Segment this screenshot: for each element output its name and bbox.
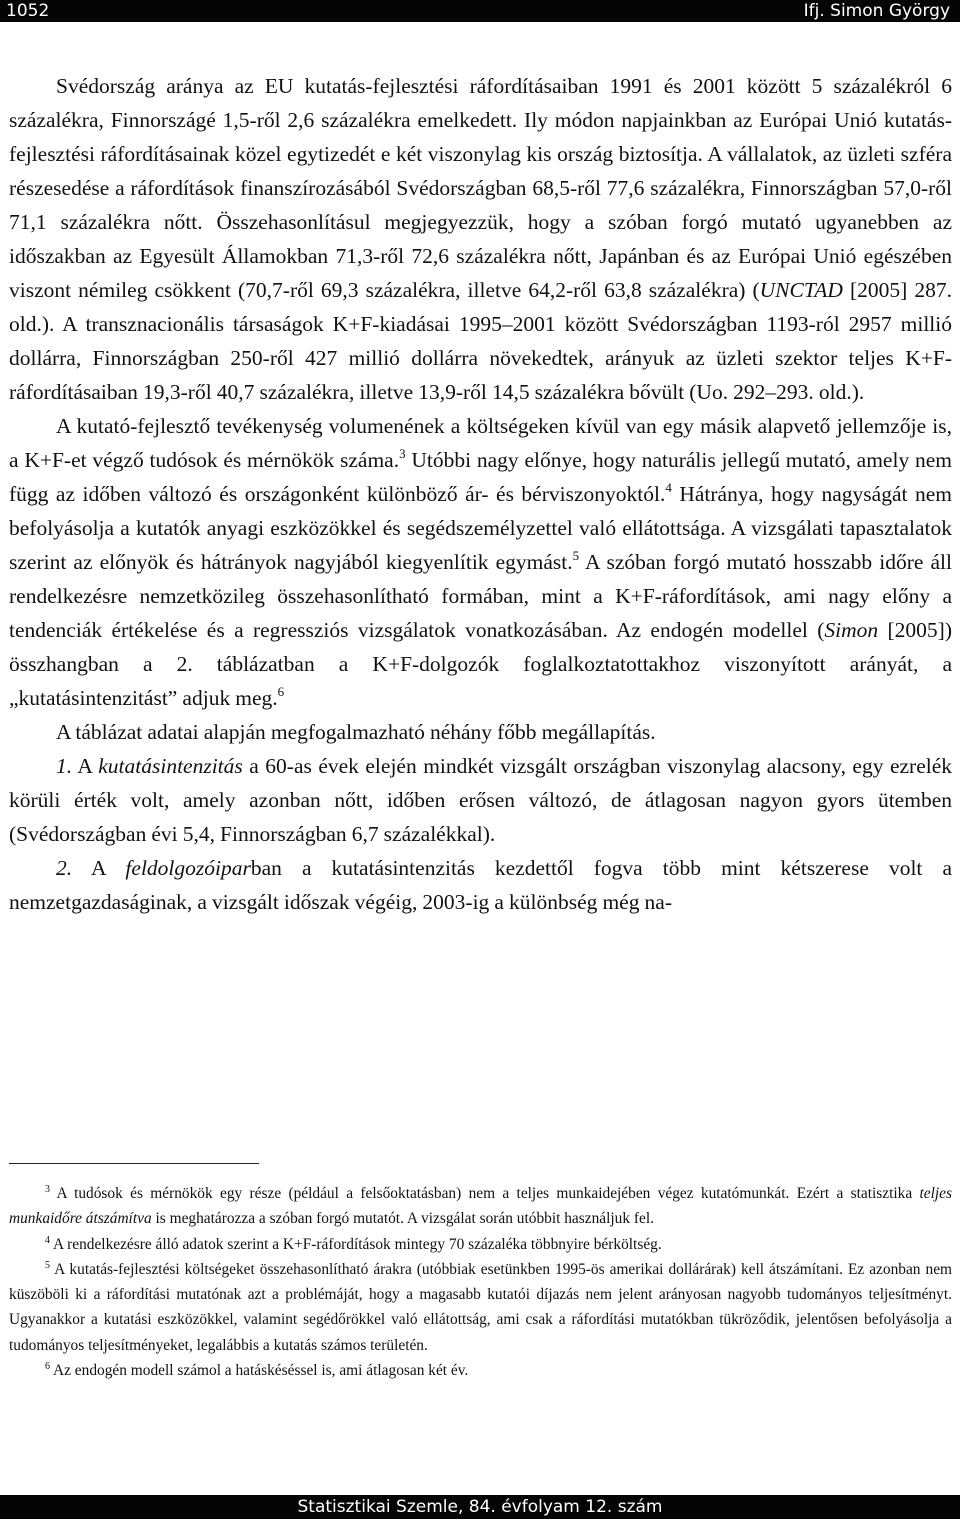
running-footer <box>0 1495 960 1519</box>
footnote-5: $^5$ A kutatás-fejlesztési költségeket összehasonlítható árakra (utóbbiak esetünkben 1995-ös amerikai dollárárak) kell átszámítani. Ez azonban nem küszöböli ki a ráfordítási mutatónak azt a problémáját, hogy a magasabb kutatói díjazás nem jelent arányosan nagyobb tudományos teljesítményt. Ugyanakkor a kutatási eszközökkel, valamint segédőrökkel való ellátottság, ami csak a ráfordítási mutatókban tükröződik, jelentősen befolyásolja a tudományos teljesítményeket, legalábbis a kutatás számos területén. <box>9 1259 952 1354</box>
footnote-6: $^6$ Az endogén modell számol a hatáskéséssel is, ami átlagosan két év. <box>45 1361 469 1380</box>
footnote-3-number: 3 <box>45 1184 50 1195</box>
footnote-ref-4[interactable]: 4 <box>665 480 672 495</box>
journal-issue: Statisztikai Szemle, 84. évfolyam 12. szám <box>297 1497 663 1517</box>
finding-1-term: kutatásintenzitás <box>98 754 243 778</box>
footnote-ref-5[interactable]: 5 <box>572 548 580 563</box>
footnote-5-number: 5 <box>45 1259 50 1271</box>
finding-2-number: 2. <box>56 856 73 880</box>
footnote-ref-6[interactable]: 6 <box>277 684 285 699</box>
running-header <box>0 0 960 22</box>
finding-2-term: feldolgozóipar <box>125 856 251 880</box>
citation-unctad: UNCTAD <box>759 278 843 302</box>
footnote-3-emphasis: teljes munkaidőre átszámítva <box>9 1185 952 1228</box>
paragraph-3: A táblázat adatai alapján megfogalmazható néhány főbb megállapítás. <box>56 720 656 744</box>
finding-1: 1. A kutatásintenzitás a 60-as évek elején mindkét vizsgált országban viszonylag alacsony, egy ezrelék körüli érték volt, amely azonban nőtt, időben erősen változó, de átlagosan nagyon gyors ütemben (Svédországban évi 5,4, Finnországban 6,7 százalékkal). <box>9 754 953 846</box>
page-number: 1052 <box>6 1 50 21</box>
body-text <box>9 69 952 919</box>
footnotes <box>9 1181 952 1383</box>
footnote-6-number: 6 <box>45 1361 50 1373</box>
paragraph-2: A kutató-fejlesztő tevékenység volumenének a költségeken kívül van egy másik alapvető jellemzője is, a K+F-et végző tudósok és mérnökök száma.$^3$ Utóbbi nagy előnye, hogy naturális jellegű mutató, amely nem függ az időben változó és országonként különböző ár- és bérviszonyoktól.$^4$ Hátránya, hogy nagyságát nem befolyásolja a kutatók anyagi eszközökkel és segédszemélyzettel való ellátottsága. A vizsgálati tapasztalatok szerint az előnyök és hátrányok nagyjából kiegyenlítik egymást.$^5$ A szóban forgó mutató hosszabb időre áll rendelkezésre nemzetközileg összehasonlítható formában, mint a K+F-ráfordítások, ami nagy előny a tendenciák értékelése és a regressziós vizsgálatok vonatkozásában. Az endogén modellel (Simon [2005]) összhangban a 2. táblázatban a K+F-dolgozók foglalkoztatottakhoz viszonyított arányát, a „kutatásintenzitást” adjuk meg.$^6$ <box>9 414 953 710</box>
finding-1-number: 1. <box>56 754 73 778</box>
footnote-4: $^4$ A rendelkezésre álló adatok szerint a K+F-ráfordítások mintegy 70 százaléka többnyire bérköltség. <box>45 1234 662 1253</box>
footnote-ref-3[interactable]: 3 <box>399 446 406 461</box>
footnote-separator <box>9 1163 259 1164</box>
footnote-4-number: 4 <box>45 1234 50 1246</box>
paragraph-1: Svédország aránya az EU kutatás-fejlesztési ráfordításaiban 1991 és 2001 között 5 százalékról 6 százalékra, Finnországé 1,5-ről 2,6 százalékra emelkedett. Ily módon napjainkban az Európai Unió kutatás-fejlesztési ráfordításainak közel egytizedét e két viszonylag kis ország biztosítja. A vállalatok, az üzleti szféra részesedése a ráfordítások finanszírozásából Svédországban 68,5-ről 77,6 százalékra, Finnországban 57,0-ről 71,1 százalékra nőtt. Összehasonlításul megjegyezzük, hogy a szóban forgó mutató ugyanebben az időszakban az Egyesült Államokban 71,3-ről 72,6 százalékra nőtt, Japánban és az Európai Unió egészében viszont némileg csökkent (70,7-ről 69,3 százalékra, illetve 64,2-ről 63,8 százalékra) (UNCTAD [2005] 287. old.). A transznacionális társaságok K+F-kiadásai 1995–2001 között Svédországban 1193-ról 2957 millió dollárra, Finnországban 250-ről 427 millió dollárra növekedtek, arányuk az üzleti szektor teljes K+F-ráfordításaiban 19,3-ről 40,7 százalékra, illetve 13,9-ről 14,5 százalékra bővült (Uo. 292–293. old.). <box>9 74 952 404</box>
running-head-author: Ifj. Simon György <box>803 1 950 21</box>
citation-simon: Simon <box>824 618 879 642</box>
footnote-3: $^3$ A tudósok és mérnökök egy része (például a felsőoktatásban) nem a teljes munkaidejében végez kutatómunkát. Ezért a statisztika teljes munkaidőre átszámítva is meghatározza a szóban forgó mutatót. A vizsgálat során utóbbit használjuk fel. <box>9 1184 952 1228</box>
finding-2: 2. A feldolgozóiparban a kutatásintenzitás kezdettől fogva több mint kétszerese volt a nemzetgazdaságinak, a vizsgált időszak végéig, 2003-ig a különbség még na- <box>9 856 953 914</box>
